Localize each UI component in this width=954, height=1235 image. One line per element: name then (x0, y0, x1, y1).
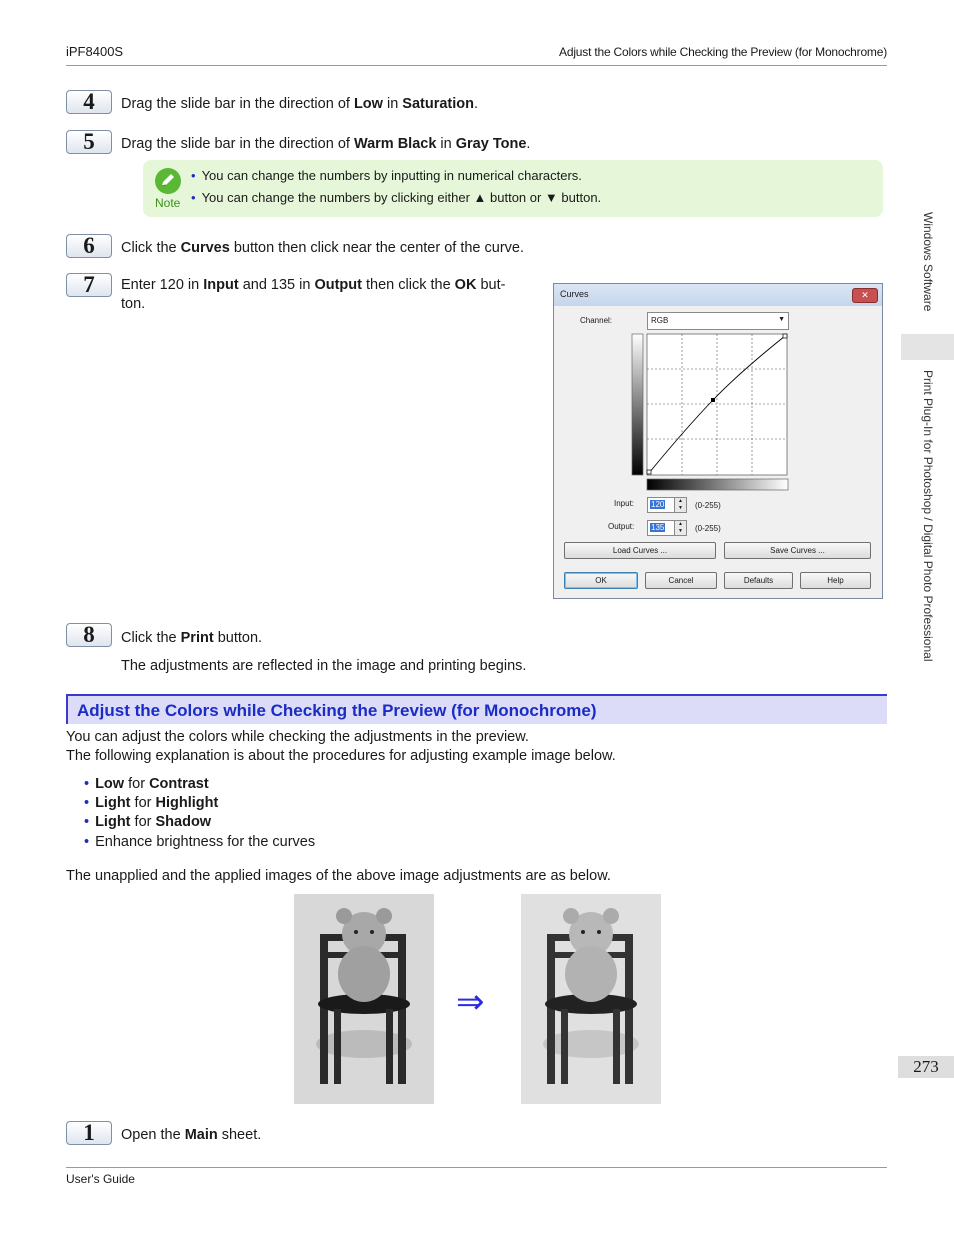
note-line: • You can change the numbers by inputting in numerical characters. (191, 168, 582, 183)
list-item: • Enhance brightness for the curves (84, 834, 316, 850)
list-item: • Light for Highlight (84, 795, 219, 811)
step-number: 5 (66, 130, 112, 154)
channel-label: Channel: (580, 316, 613, 325)
intro-text: The following explanation is about the procedures for adjusting example image below. (66, 748, 616, 764)
pencil-icon (155, 168, 181, 194)
step-number: 6 (66, 234, 112, 258)
output-label: Output: (608, 522, 635, 531)
footer-text: User's Guide (66, 1172, 135, 1186)
step-extra-text: The adjustments are reflected in the image and printing begins. (121, 658, 527, 674)
input-stepper[interactable]: ▲ ▼ (674, 497, 687, 513)
step-text: Drag the slide bar in the direction of Low in Saturation. (121, 96, 479, 112)
list-item: • Low for Contrast (84, 776, 209, 792)
page-number: 273 (898, 1056, 954, 1078)
section-heading: Adjust the Colors while Checking the Preview (for Monochrome) (66, 694, 887, 724)
images-caption: The unapplied and the applied images of the above image adjustments are as below. (66, 868, 611, 884)
cancel-button[interactable]: Cancel (645, 572, 717, 589)
step-text: Click the Curves button then click near the center of the curve. (121, 240, 525, 256)
defaults-button[interactable]: Defaults (724, 572, 793, 589)
side-tab-print-plugin[interactable]: Print Plug-In for Photoshop / Digital Photo Professional (921, 370, 935, 662)
curve-graph[interactable] (631, 333, 791, 493)
dialog-titlebar (554, 284, 882, 306)
output-range: (0-255) (695, 524, 721, 533)
load-curves-button[interactable]: Load Curves ... (564, 542, 716, 559)
close-icon[interactable]: ✕ (852, 288, 878, 303)
save-curves-button[interactable]: Save Curves ... (724, 542, 871, 559)
channel-select[interactable]: RGB ▼ (647, 312, 789, 330)
step-number: 7 (66, 273, 112, 297)
chevron-down-icon: ▼ (778, 316, 785, 323)
step-number: 8 (66, 623, 112, 647)
intro-text: You can adjust the colors while checking the adjustments in the preview. (66, 729, 529, 745)
side-tab-windows-software[interactable]: Windows Software (921, 212, 935, 312)
applied-image (521, 894, 661, 1104)
step-text: Open the Main sheet. (121, 1127, 262, 1143)
footer-rule (66, 1167, 887, 1168)
note-line: • You can change the numbers by clicking either ▲ button or ▼ button. (191, 190, 602, 205)
input-range: (0-255) (695, 501, 721, 510)
step-number: 4 (66, 90, 112, 114)
ok-button[interactable]: OK (564, 572, 638, 589)
step-text: Drag the slide bar in the direction of Warm Black in Gray Tone. (121, 136, 531, 152)
header-model: iPF8400S (66, 44, 124, 59)
output-field[interactable]: 135 (647, 520, 675, 536)
unapplied-image (294, 894, 434, 1104)
list-item: • Light for Shadow (84, 814, 212, 830)
arrow-icon: ⇒ (456, 983, 485, 1021)
input-label: Input: (614, 499, 635, 508)
dialog-title: Curves (560, 289, 589, 299)
note-box (143, 160, 883, 217)
help-button[interactable]: Help (800, 572, 871, 589)
note-label: Note (155, 196, 181, 210)
step-text: Enter 120 in Input and 135 in Output then click the OK but- ton. (121, 277, 506, 312)
output-stepper[interactable]: ▲ ▼ (674, 520, 687, 536)
step-text: Click the Print button. (121, 630, 263, 646)
header-section: Adjust the Colors while Checking the Preview (for Monochrome) (559, 45, 887, 59)
header-rule (66, 65, 887, 66)
step-number: 1 (66, 1121, 112, 1145)
input-field[interactable]: 120 (647, 497, 675, 513)
side-tab-marker (901, 334, 954, 360)
